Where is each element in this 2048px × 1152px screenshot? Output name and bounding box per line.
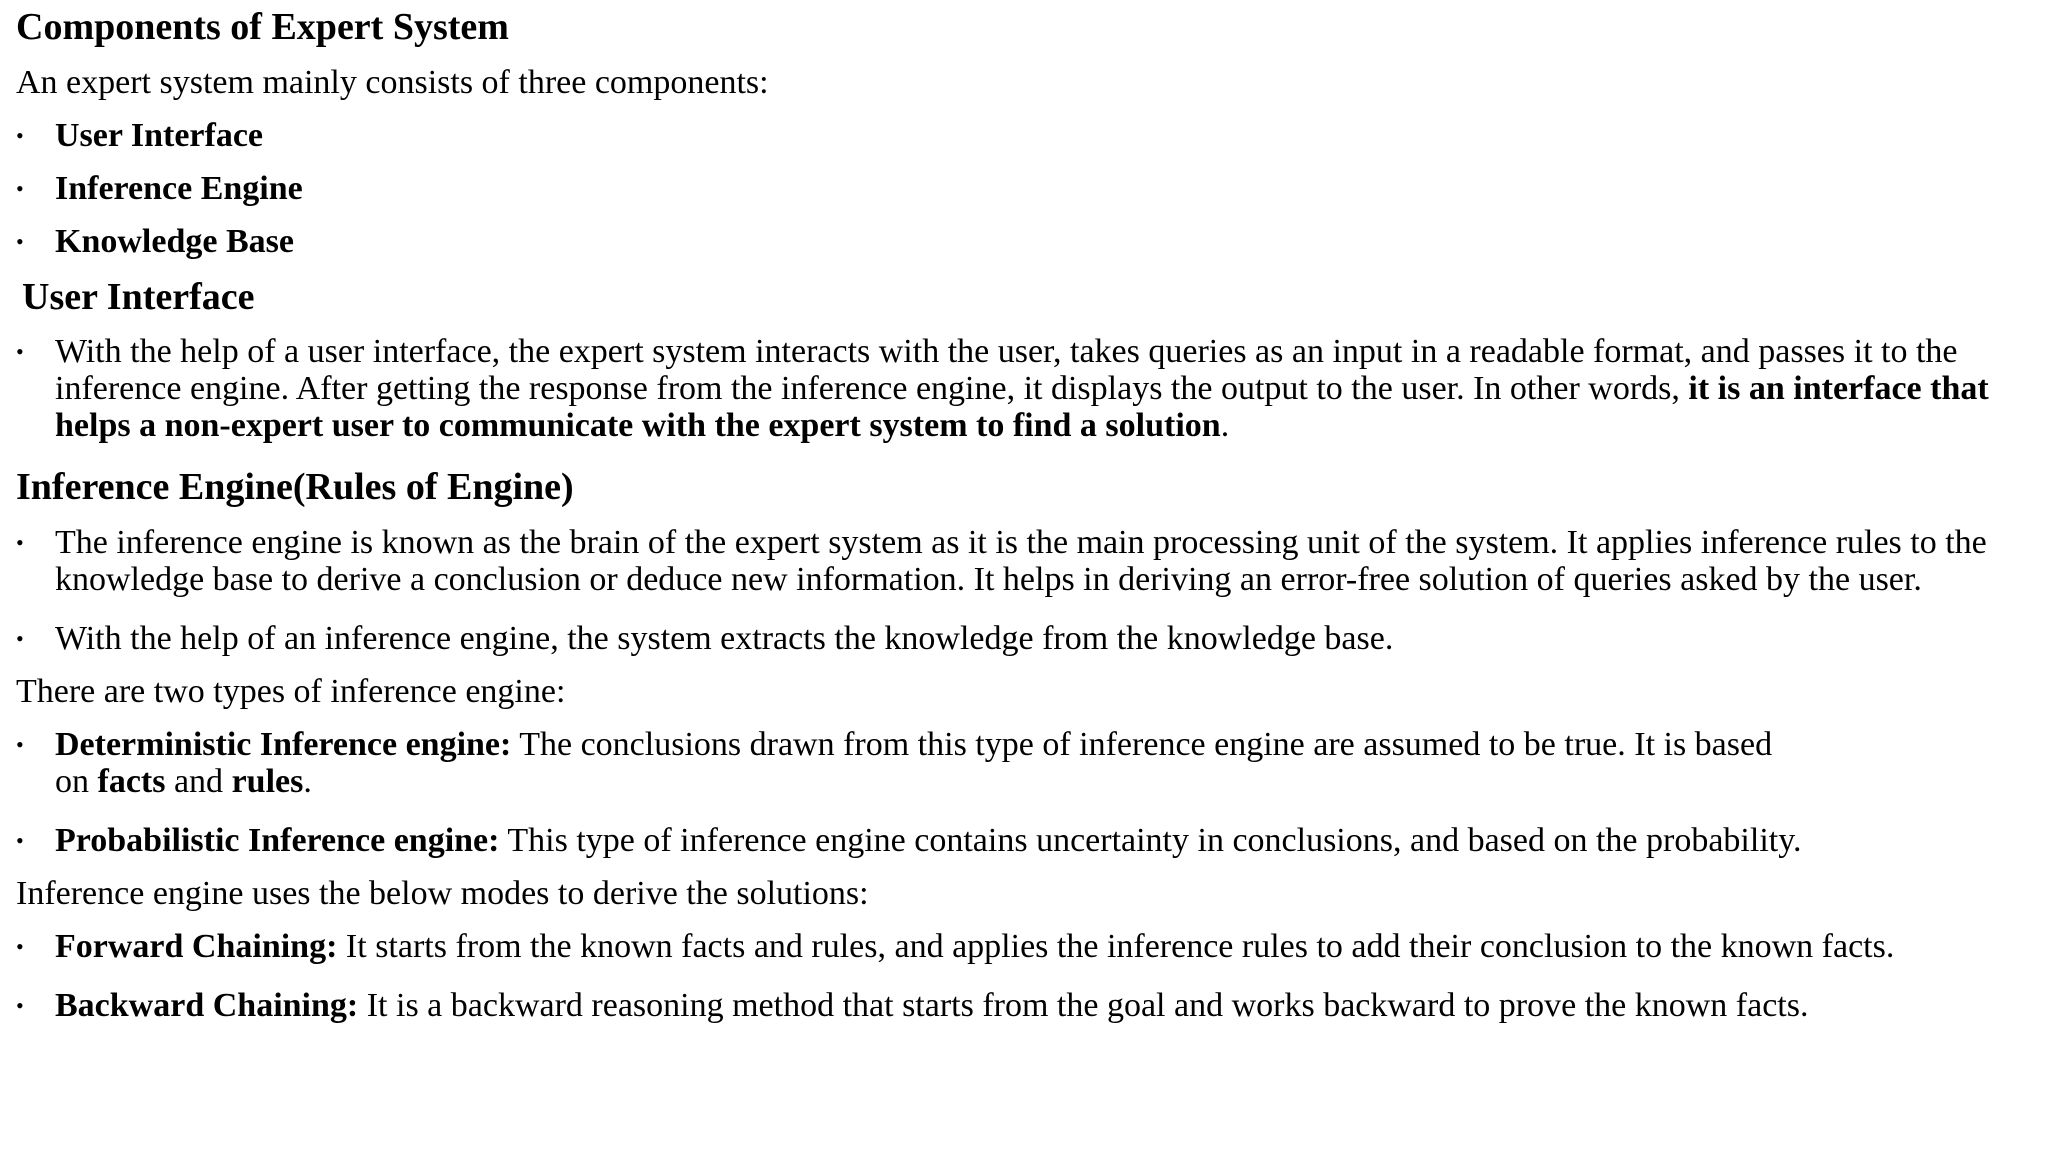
bullet-icon: •	[16, 339, 24, 365]
types-intro: There are two types of inference engine:	[16, 673, 566, 711]
list-item	[16, 117, 2026, 154]
bullet-icon: •	[16, 993, 24, 1019]
modes-intro: Inference engine uses the below modes to derive the solutions:	[16, 875, 869, 913]
list-item	[16, 620, 2026, 657]
and-text: and	[165, 763, 232, 801]
list-item	[16, 822, 2026, 859]
list-item	[16, 928, 2026, 965]
probabilistic-label: Probabilistic Inference engine:	[55, 822, 500, 860]
engine-types-list	[16, 726, 2026, 859]
bullet-icon: •	[16, 934, 24, 960]
deterministic-label: Deterministic Inference engine:	[55, 726, 512, 764]
list-item	[16, 170, 2026, 207]
probabilistic-text: This type of inference engine contains uncertainty in conclusions, and based on the probability.	[499, 822, 1802, 860]
inference-engine-list	[16, 524, 2026, 657]
bullet-icon: •	[16, 732, 24, 758]
bullet-icon: •	[16, 228, 24, 254]
intro-paragraph: An expert system mainly consists of three components:	[16, 63, 769, 101]
deterministic-end: .	[303, 763, 312, 801]
deterministic-text: The conclusions drawn from this type of inference engine are assumed to be true. It is based on	[55, 726, 1773, 801]
user-interface-heading: User Interface	[22, 275, 255, 318]
bullet-icon: •	[16, 626, 24, 652]
bullet-icon: •	[16, 828, 24, 854]
ui-text-bold: it is an interface that helps a non-expert user to communicate with the expert system to find a solution	[55, 370, 1989, 445]
forward-chaining-text: It starts from the known facts and rules, and applies the inference rules to add their conclusion to the known facts.	[337, 928, 1895, 966]
component-knowledge-base: Knowledge Base	[55, 222, 294, 260]
user-interface-list	[16, 333, 2026, 444]
list-item	[16, 223, 2026, 260]
list-item	[16, 333, 2026, 444]
ie-bullet-text: With the help of an inference engine, the system extracts the knowledge from the knowledge base.	[55, 620, 1394, 658]
backward-chaining-label: Backward Chaining:	[55, 987, 359, 1025]
bullet-icon: •	[16, 122, 24, 148]
inference-engine-heading: Inference Engine(Rules of Engine)	[16, 466, 574, 509]
modes-list	[16, 928, 2026, 1024]
document-body	[16, 0, 2026, 1046]
page-title: Components of Expert System	[16, 6, 509, 48]
list-item	[16, 524, 2026, 598]
backward-chaining-text: It is a backward reasoning method that starts from the goal and works backward to prove the known facts.	[358, 987, 1809, 1025]
component-inference-engine: Inference Engine	[55, 169, 303, 207]
bullet-icon: •	[16, 530, 24, 556]
forward-chaining-label: Forward Chaining:	[55, 928, 338, 966]
bullet-icon: •	[16, 175, 24, 201]
components-list	[16, 117, 2026, 260]
list-item	[16, 987, 2026, 1024]
facts-term: facts	[97, 763, 166, 801]
component-user-interface: User Interface	[55, 116, 264, 154]
list-item	[16, 726, 2026, 800]
rules-term: rules	[231, 763, 304, 801]
ui-text-end: .	[1220, 407, 1230, 445]
ie-bullet-text: The inference engine is known as the brain of the expert system as it is the main processing unit of the system. It applies inference rules to the knowledge base to derive a conclusion or deduce new information. It helps in deriving an error-free solution of queries asked by the user.	[55, 524, 1987, 599]
ui-text: With the help of a user interface, the expert system interacts with the user, takes queries as an input in a readable format, and passes it to the inference engine. After getting the response from the inference engine, it displays the output to the user. In other words,	[55, 333, 1958, 408]
